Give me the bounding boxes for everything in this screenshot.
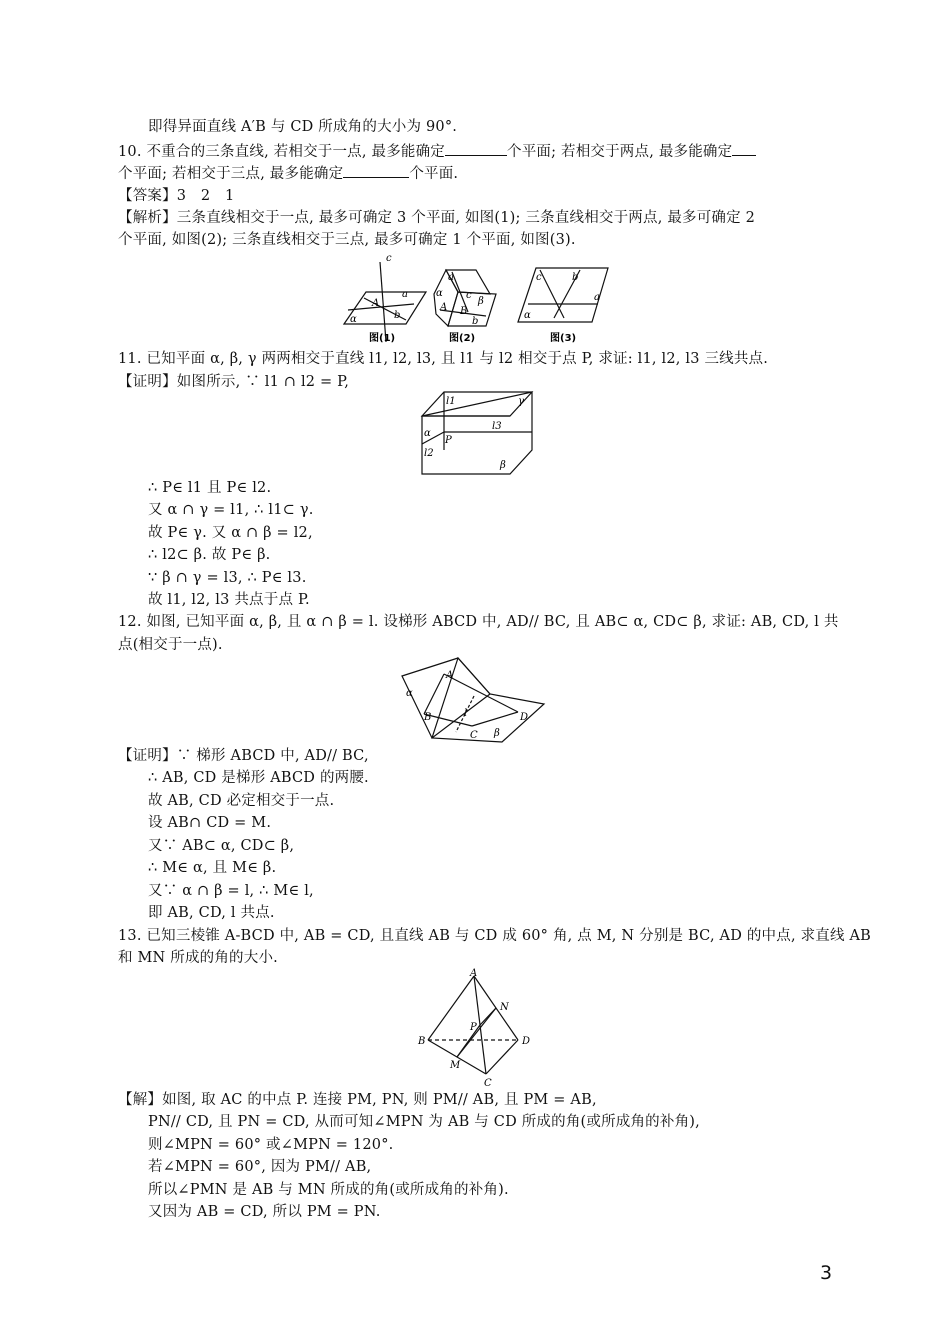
- fig12-label-l: l: [464, 708, 468, 719]
- fig13-label-P: P: [470, 1022, 477, 1033]
- fig12-label-A: A: [446, 670, 454, 681]
- proof-line: ∵ β ∩ γ = l3, ∴ P∈ l3.: [148, 570, 307, 586]
- figure-1: [344, 262, 426, 342]
- fig2-label-a: a: [448, 272, 454, 283]
- fig13-label-B: B: [418, 1036, 426, 1047]
- proof-line: 故 l1, l2, l3 共点于点 P.: [148, 592, 310, 608]
- fig11-label-l3: l3: [492, 421, 502, 432]
- fig13-label-A: A: [470, 968, 478, 979]
- fig2-label-A: A: [440, 302, 448, 313]
- fig12-label-C: C: [470, 730, 478, 741]
- question-10-line1: [118, 141, 756, 162]
- edge-AB: [428, 976, 474, 1040]
- proof-line: ∴ AB, CD 是梯形 ABCD 的两腰.: [148, 770, 369, 786]
- answer-blank: [343, 163, 409, 178]
- solution-line: 所以∠PMN 是 AB 与 MN 所成的角(或所成角的补角).: [148, 1182, 509, 1198]
- fig13-label-N: N: [500, 1002, 509, 1013]
- solution-line: 则∠MPN = 60° 或∠MPN = 120°.: [148, 1137, 394, 1153]
- proof-line: 又∵ AB⊂ α, CD⊂ β,: [148, 838, 295, 854]
- fig1-label-b: b: [394, 310, 401, 321]
- fig11-label-beta: β: [500, 460, 506, 471]
- proof-line: 【证明】如图所示, ∵ l1 ∩ l2 = P,: [118, 374, 350, 390]
- proof-line: 故 P∈ γ. 又 α ∩ β = l2,: [148, 525, 313, 541]
- solution-line: 若∠MPN = 60°, 因为 PM// AB,: [148, 1159, 372, 1175]
- fig1-label-c: c: [386, 253, 392, 264]
- fig11-label-l1: l1: [446, 396, 456, 407]
- solution-line: 【解】如图, 取 AC 的中点 P. 连接 PM, PN, 则 PM// AB, 且 PM = AB,: [118, 1092, 597, 1108]
- fig11-label-alpha: α: [424, 428, 431, 439]
- tetrahedron-figure: [414, 966, 544, 1090]
- fig2-label-c: c: [466, 290, 472, 301]
- answer-blank: [445, 141, 507, 156]
- solution-line: 又因为 AB = CD, 所以 PM = PN.: [148, 1204, 381, 1220]
- question-12: 12. 如图, 已知平面 α, β, 且 α ∩ β = l. 设梯形 ABCD 中, AD// BC, 且 AB⊂ α, CD⊂ β, 求证: AB, CD, l 共: [118, 614, 839, 630]
- fig13-label-D: D: [522, 1036, 531, 1047]
- proof-line: ∴ M∈ α, 且 M∈ β.: [148, 860, 277, 876]
- fig12-label-B: B: [424, 712, 432, 723]
- proof-line: ∴ l2⊂ β. 故 P∈ β.: [148, 547, 271, 563]
- question-10-line2: [118, 163, 458, 184]
- fig2-caption: 图(2): [449, 333, 476, 344]
- fig12-label-D: D: [520, 712, 529, 723]
- question-11: 11. 已知平面 α, β, γ 两两相交于直线 l1, l2, l3, 且 l1 与 l2 相交于点 P, 求证: l1, l2, l3 三线共点.: [118, 351, 769, 367]
- text-line: 即得异面直线 A′B 与 CD 所成角的大小为 90°.: [148, 119, 458, 135]
- question-13: 13. 已知三棱锥 A-BCD 中, AB = CD, 且直线 AB 与 CD 成 60° 角, 点 M, N 分别是 BC, AD 的中点, 求直线 AB: [118, 928, 872, 944]
- fig3-label-c: c: [536, 272, 542, 283]
- three-planes-figure: [418, 386, 538, 480]
- answer-line: 【答案】3 2 1: [118, 188, 235, 204]
- text-segment: 10. 不重合的三条直线, 若相交于一点, 最多能确定: [118, 144, 446, 160]
- figure-2: [434, 270, 496, 326]
- proof-line: 故 AB, CD 必定相交于一点.: [148, 793, 335, 809]
- proof-line: 即 AB, CD, l 共点.: [148, 905, 275, 921]
- fig1-label-A: A: [372, 298, 380, 309]
- fig1-caption: 图(1): [369, 333, 396, 344]
- fig11-label-l2: l2: [424, 448, 434, 459]
- fig13-label-C: C: [484, 1078, 492, 1089]
- question-13-cont: 和 MN 所成的角的大小.: [118, 950, 278, 966]
- analysis-line: 【解析】三条直线相交于一点, 最多可确定 3 个平面, 如图(1); 三条直线相交于两点, 最多可确定 2: [118, 210, 756, 226]
- fig3-caption: 图(3): [550, 333, 577, 344]
- page-number: 3: [820, 1262, 833, 1284]
- fig12-label-beta: β: [494, 728, 500, 739]
- trapezoid-planes-figure: [398, 656, 548, 744]
- fig13-label-M: M: [450, 1060, 461, 1071]
- fig2-label-beta: β: [478, 296, 484, 307]
- three-lines-figures: [336, 252, 626, 344]
- text-segment: 个平面; 若相交于三点, 最多能确定: [118, 166, 344, 182]
- answer-blank: [732, 141, 756, 156]
- fig11-label-gamma: γ: [518, 396, 524, 407]
- fig2-label-alpha: α: [436, 288, 443, 299]
- proof-line: 又 α ∩ γ = l1, ∴ l1⊂ γ.: [148, 502, 314, 518]
- proof-line: 又∵ α ∩ β = l, ∴ M∈ l,: [148, 883, 314, 899]
- proof-line: 设 AB∩ CD = M.: [148, 815, 272, 831]
- solution-line: PN// CD, 且 PN = CD, 从而可知∠MPN 为 AB 与 CD 所成的角(或所成角的补角),: [148, 1114, 700, 1130]
- text-segment: 个平面; 若相交于两点, 最多能确定: [507, 144, 733, 160]
- text-segment: 个平面.: [409, 166, 459, 182]
- fig3-label-b: b: [572, 272, 579, 283]
- proof-line: 【证明】∵ 梯形 ABCD 中, AD// BC,: [118, 748, 369, 764]
- question-12-cont: 点(相交于一点).: [118, 637, 223, 653]
- fig12-label-alpha: α: [406, 688, 413, 699]
- fig3-label-a: a: [594, 292, 600, 303]
- fig2-label-b: b: [472, 316, 479, 327]
- proof-line: ∴ P∈ l1 且 P∈ l2.: [148, 480, 272, 496]
- analysis-line: 个平面, 如图(2); 三条直线相交于三点, 最多可确定 1 个平面, 如图(3).: [118, 232, 576, 248]
- fig1-label-alpha: α: [350, 314, 357, 325]
- edge-CD: [486, 1040, 518, 1074]
- fig1-label-a: a: [402, 289, 408, 300]
- fig3-label-alpha: α: [524, 310, 531, 321]
- fig11-label-P: P: [445, 435, 452, 446]
- fig2-label-B: B: [460, 306, 468, 317]
